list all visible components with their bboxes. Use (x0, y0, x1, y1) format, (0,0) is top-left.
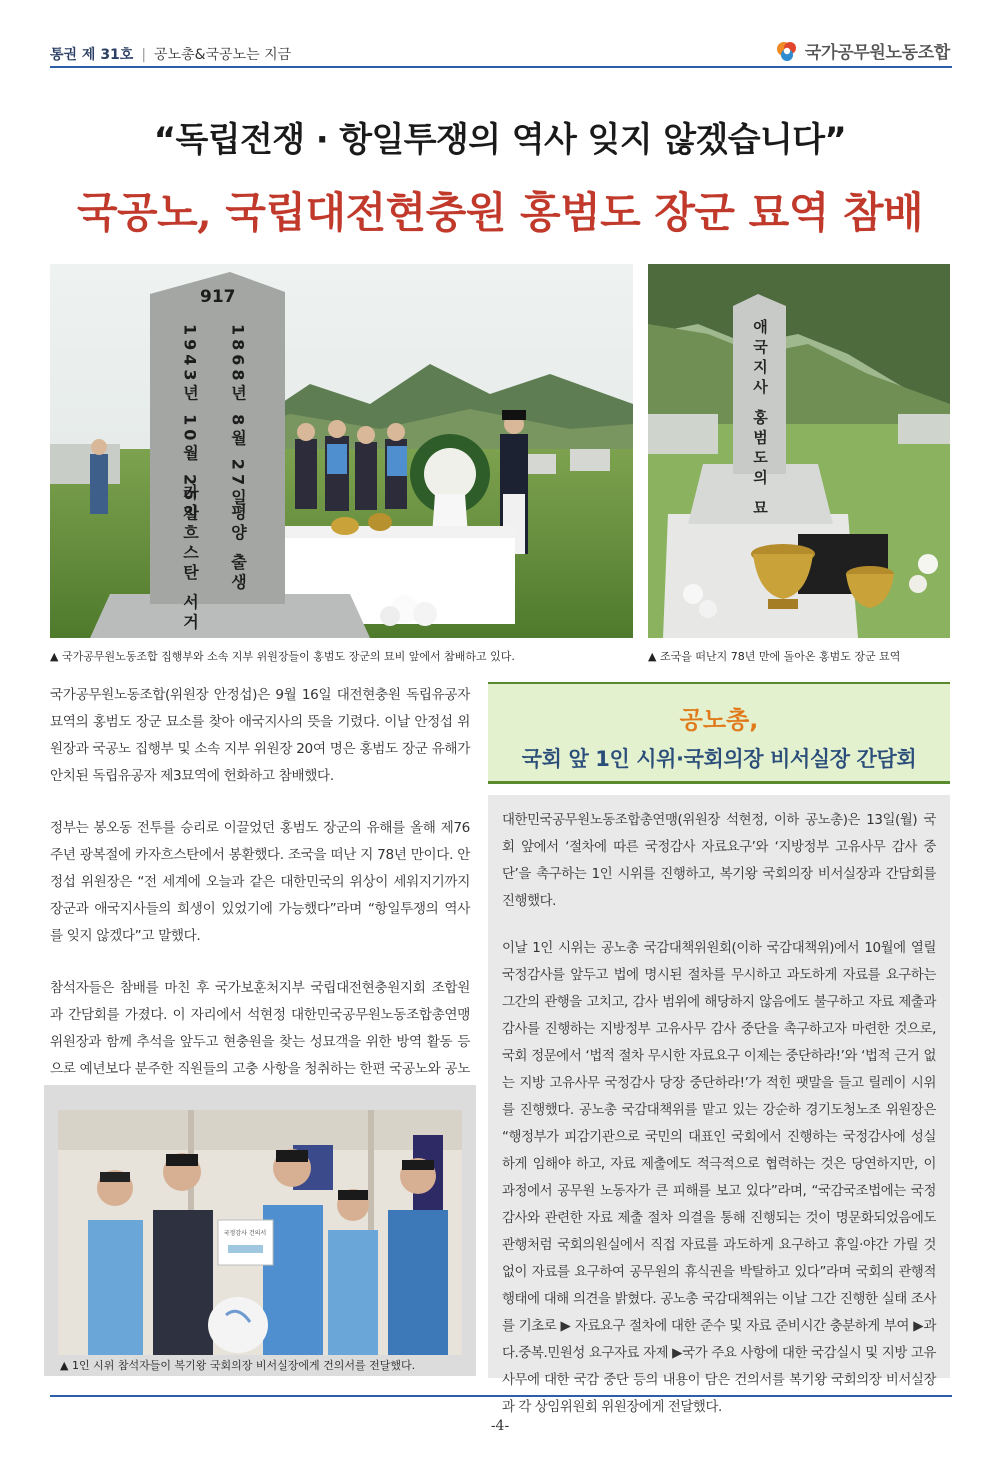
left-paragraph: 국가공무원노동조합(위원장 안정섭)은 9월 16일 대전현충원 독립유공자 묘역의 홍범도 장군 묘소를 찾아 애국지사의 뜻을 기렸다. 이날 안정섭 위원장과 국공노 집행부 및 소속 지부 위원장 20여 명은 홍범도 장군 유해가 안치된 독립유공자 제3묘역에 헌화하고 참배했다. (50, 687, 470, 784)
footer-rule (50, 1395, 952, 1397)
tomb-photo (648, 264, 950, 638)
right-paragraph: 대한민국공무원노동조합총연맹(위원장 석현정, 이하 공노총)은 13일(월) 국회 앞에서 ‘절차에 따른 국정감사 자료요구’와 ‘지방정부 고유사무 감사 중단’을 촉구하는 1인 시위를 진행하고, 복기왕 국회의장 비서실장과 간담회를 진행했다. (502, 813, 936, 909)
stone-death-date: 1943년 10월 25일 (180, 324, 200, 525)
header-rule (50, 66, 952, 68)
tomb-photo-caption: ▲ 조국을 떠난지 78년 만에 돌아온 홍범도 장군 묘역 (648, 650, 901, 663)
stone-death-place: 카자흐스탄 서거 (180, 484, 200, 634)
right-article-title: 국회 앞 1인 시위·국회의장 비서실장 간담회 (521, 747, 917, 771)
brand-name: 국가공무원노동조합 (804, 43, 950, 63)
group-photo (58, 1110, 462, 1355)
page-number: -4- (490, 1418, 510, 1434)
stone-number: 917 (200, 287, 236, 307)
publisher-brand (775, 38, 950, 63)
group-photo-caption: ▲ 1인 시위 참석자들이 복기왕 국회의장 비서실장에게 건의서를 전달했다. (60, 1359, 416, 1372)
memorial-ceremony-photo (50, 264, 633, 638)
right-article-body (488, 795, 950, 1415)
section-name: 공노총&국공노는 지금 (154, 47, 292, 63)
headline-title: 국공노, 국립대전현충원 홍범도 장군 묘역 참배 (76, 188, 924, 237)
right-article-kicker: 공노총, (679, 706, 759, 734)
right-paragraph: 이날 1인 시위는 공노총 국감대책위원회(이하 국감대책위)에서 10월에 열릴 국정감사를 앞두고 법에 명시된 절차를 무시하고 과도하게 자료를 요구하는 그간의 관행을 고치고, 감사 범위에 해당하지 않음에도 불구하고 자료 제출과 감사를 진행하는 지방정부 고유사무 감사 중단을 촉구하고자 마련한 것으로, 국회 정문에서 ‘법적 절차 무시한 자료요구 이제는 중단하라!’와 ‘법적 근거 없는 지방 고유사무 국정감사 당장 중단하라!’가 적힌 팻말을 들고 릴레이 시위를 진행했다. 공노총 국감대책위를 맡고 있는 강순하 경기도청노조 위원장은 “행정부가 피감기관으로 국민의 대표인 국회에서 진행하는 국정감사에 성실하게 임해야 하고, 자료 제출에도 적극적으로 협력하는 것은 당연하지만, 이 과정에서 공무원 노동자가 큰 피해를 보고 있다”라며, “국감국조법에는 국정감사와 관련한 자료 제출 절차 의결을 통해 진행되는 것이 명문화되었음에도 관행처럼 국회의원실에서 직접 자료를 과도하게 요구하고 휴일·야간 가릴 것 없이 자료를 요구하여 공무원의 휴식권을 박탈하고 있다”라며 국회의 관행적 행태에 대해 의견을 밝혔다. 공노총 국감대책위는 이날 그간 진행한 실태 조사를 기초로 ▶ 자료요구 절차에 대한 준수 및 자료 준비시간 충분하게 부여 ▶과다.중복.민원성 요구자료 자제 ▶국가 주요 사항에 대한 국감실시 및 지방 고유사무에 대한 국감 중단 등의 내용이 담은 건의서를 복기왕 국회의장 비서실장과 각 상임위원회 위원장에게 전달했다. (502, 941, 936, 1415)
running-header (50, 44, 291, 64)
left-paragraph: 참석자들은 참배를 마친 후 국가보훈처지부 국립대전현충원지회 조합원과 간담회를 가졌다. 이 자리에서 석현정 대한민국공무원노동조합총연맹 위원장과 함께 추석을 앞두고 현충원을 찾는 성묘객을 위한 방역 활동 등으로 예년보다 분주한 직원들의 고충 사항을 청취하는 한편 국공노와 공노 (50, 980, 470, 1077)
petition-document-text: 국정감사 건의서 (223, 1230, 267, 1237)
union-logo-icon (775, 39, 799, 63)
stone-birth-date: 1868년 8월 27일 (228, 324, 248, 510)
left-article (50, 682, 470, 1135)
right-article-header (488, 682, 950, 784)
issue-number: 통권 제 31호 (50, 47, 134, 63)
header-divider: | (141, 47, 147, 63)
tomb-stone-inscription: 애국지사 홍범도의 묘 (751, 319, 769, 520)
main-photo-caption: ▲ 국가공무원노동조합 집행부와 소속 지부 위원장들이 홍범도 장군의 묘비 앞에서 참배하고 있다. (50, 650, 515, 663)
headline-quote: “독립전쟁 · 항일투쟁의 역사 잊지 않겠습니다” (153, 120, 847, 160)
stone-birthplace: 평양 출생 (228, 504, 248, 594)
left-paragraph: 정부는 봉오동 전투를 승리로 이끌었던 홍범도 장군의 유해를 올해 제76주년 광복절에 카자흐스탄에서 봉환했다. 조국을 떠난 지 78년 만이다. 안정섭 위원장은 “전 세계에 오늘과 같은 대한민국의 위상이 세워지기까지 장군과 애국지사들의 희생이 있었기에 가능했다”라며 “항일투쟁의 역사를 잊지 않겠다”고 말했다. (50, 820, 470, 944)
